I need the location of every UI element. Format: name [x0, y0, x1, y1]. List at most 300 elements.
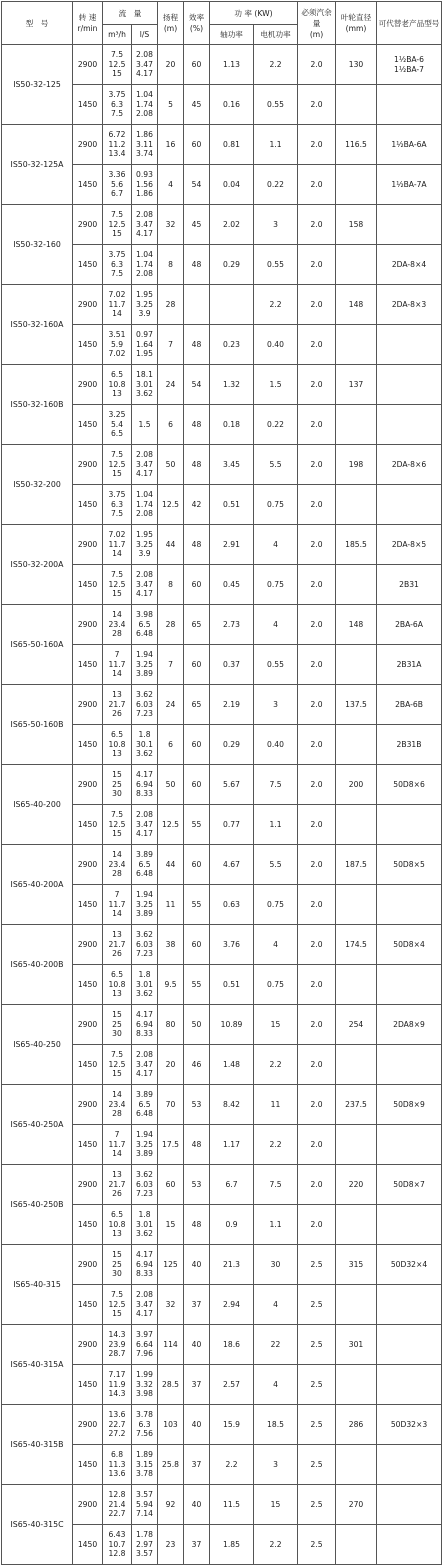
flow-ls-cell-value: 3.25: [136, 899, 153, 909]
flow-m3h-cell-value: 28: [112, 1109, 122, 1119]
flow-ls-cell-value: 8.33: [136, 1269, 153, 1279]
impeller-diameter-cell: [336, 1365, 377, 1405]
flow-ls-cell-value: 1.99: [136, 1369, 153, 1379]
efficiency-cell: 48: [184, 1125, 210, 1165]
flow-m3h-cell-value: 21.7: [108, 1179, 126, 1189]
flow-m3h-cell-value: 13: [112, 1169, 122, 1179]
impeller-diameter-cell: 148: [336, 605, 377, 645]
head-cell: 6: [158, 405, 184, 445]
header-npsh: [298, 2, 336, 45]
flow-ls-cell-value: 3.25: [136, 1139, 153, 1149]
head-cell: 44: [158, 845, 184, 885]
npsh-cell: 2.5: [298, 1325, 336, 1365]
shaft-power-cell: 10.89: [210, 1005, 254, 1045]
model-name: IS50-32-125: [2, 45, 73, 125]
head-cell: 25.8: [158, 1445, 184, 1485]
flow-ls-cell-value: 4.17: [136, 229, 153, 239]
head-cell: 92: [158, 1485, 184, 1525]
model-name: IS65-40-250A: [2, 1085, 73, 1165]
flow-ls-cell-value: 1.94: [136, 1129, 153, 1139]
flow-ls-cell-value: 3.47: [136, 819, 153, 829]
flow-ls-cell-value: 1.95: [136, 529, 153, 539]
impeller-diameter-cell: [336, 405, 377, 445]
flow-ls-cell-value: 3.62: [136, 929, 153, 939]
flow-ls-cell-value: 2.08: [136, 449, 153, 459]
flow-m3h-cell-value: 3.51: [108, 329, 126, 339]
replace-model-cell-value: [377, 220, 441, 230]
npsh-cell: 2.0: [298, 965, 336, 1005]
model-name: IS65-40-200B: [2, 925, 73, 1005]
flow-m3h-cell-value: 23.4: [108, 859, 126, 869]
head-cell: 28: [158, 285, 184, 325]
table-row: [2, 125, 442, 165]
flow-ls-cell-value: 3.62: [136, 989, 153, 999]
flow-m3h-cell-value: 11.7: [108, 1139, 126, 1149]
speed-cell: 2900: [73, 285, 103, 325]
replace-model-cell-value: 50D32×3: [390, 1419, 428, 1429]
speed-cell: 1450: [73, 1125, 103, 1165]
speed-cell: 1450: [73, 1045, 103, 1085]
impeller-diameter-cell: 174.5: [336, 925, 377, 965]
head-cell: 103: [158, 1405, 184, 1445]
replace-model-cell-value: [377, 100, 441, 110]
header-motor-power: 电机功率: [254, 25, 298, 45]
flow-m3h-cell-value: 13: [112, 1229, 122, 1239]
flow-ls-cell-value: 8.33: [136, 1029, 153, 1039]
flow-ls-cell-value: 6.94: [136, 1019, 153, 1029]
efficiency-cell: 60: [184, 45, 210, 85]
npsh-cell: 2.0: [298, 645, 336, 685]
speed-cell: 2900: [73, 1005, 103, 1045]
impeller-diameter-cell: [336, 885, 377, 925]
table-row: [2, 445, 442, 485]
replace-model-cell-value: 2DA-8×4: [391, 259, 427, 269]
impeller-diameter-cell: 158: [336, 205, 377, 245]
replace-model-cell-value: 2B31A: [396, 659, 422, 669]
impeller-diameter-cell: 254: [336, 1005, 377, 1045]
head-cell: 60: [158, 1165, 184, 1205]
flow-m3h-cell-value: 10.8: [108, 379, 126, 389]
shaft-power-cell: 1.48: [210, 1045, 254, 1085]
shaft-power-cell: 2.73: [210, 605, 254, 645]
replace-model-cell: [377, 45, 442, 85]
flow-m3h-cell: [103, 45, 132, 85]
flow-ls-cell-value: 6.48: [136, 1109, 153, 1119]
motor-power-cell: 18.5: [254, 1405, 298, 1445]
replace-model-cell: [377, 725, 442, 765]
flow-ls-cell: [132, 85, 158, 125]
replace-model-cell-value: 50D8×6: [393, 779, 425, 789]
efficiency-cell: 40: [184, 1245, 210, 1285]
flow-ls-cell-value: 1.95: [136, 349, 153, 359]
flow-ls-cell: [132, 1525, 158, 1565]
flow-m3h-cell-value: 12.8: [108, 1489, 126, 1499]
flow-m3h-cell-value: 12.8: [108, 1549, 126, 1559]
flow-ls-cell-value: 0.97: [136, 329, 153, 339]
flow-ls-cell-value: 2.08: [136, 569, 153, 579]
replace-model-cell-value: [377, 1060, 441, 1070]
shaft-power-cell: 2.94: [210, 1285, 254, 1325]
replace-model-cell-value: [377, 900, 441, 910]
table-row: [2, 1165, 442, 1205]
shaft-power-cell: 0.29: [210, 725, 254, 765]
flow-ls-cell-value: 30.1: [136, 739, 153, 749]
flow-m3h-cell: [103, 1165, 132, 1205]
flow-m3h-cell-value: 15: [112, 229, 122, 239]
head-cell: 17.5: [158, 1125, 184, 1165]
replace-model-cell: [377, 645, 442, 685]
head-cell: 7: [158, 325, 184, 365]
head-cell: 7: [158, 645, 184, 685]
flow-m3h-cell: [103, 1325, 132, 1365]
flow-ls-cell-value: 3.89: [136, 1149, 153, 1159]
head-cell: 5: [158, 85, 184, 125]
flow-m3h-cell-value: 11.7: [108, 539, 126, 549]
flow-m3h-cell: [103, 365, 132, 405]
flow-ls-cell-value: 3.57: [136, 1549, 153, 1559]
replace-model-cell: [377, 1045, 442, 1085]
replace-model-cell-value: 2DA8×9: [393, 1019, 425, 1029]
flow-m3h-cell: [103, 925, 132, 965]
flow-ls-cell-value: 1.04: [136, 249, 153, 259]
head-cell: 32: [158, 1285, 184, 1325]
flow-ls-cell-value: 2.08: [136, 49, 153, 59]
table-row: [2, 1245, 442, 1285]
speed-cell: 2900: [73, 1165, 103, 1205]
flow-m3h-cell-value: 12.5: [108, 1059, 126, 1069]
replace-model-cell: [377, 1205, 442, 1245]
header-model: 型 号: [2, 2, 73, 45]
speed-cell: 1450: [73, 1445, 103, 1485]
efficiency-cell: 48: [184, 405, 210, 445]
motor-power-cell: 2.2: [254, 285, 298, 325]
flow-ls-cell: [132, 1165, 158, 1205]
npsh-cell: 2.5: [298, 1365, 336, 1405]
flow-m3h-cell-value: 28.7: [108, 1349, 126, 1359]
model-name: IS65-40-250: [2, 1005, 73, 1085]
flow-m3h-cell-value: 6.72: [108, 129, 126, 139]
flow-ls-cell-value: 2.08: [136, 269, 153, 279]
shaft-power-cell: 3.45: [210, 445, 254, 485]
npsh-cell: 2.0: [298, 685, 336, 725]
flow-m3h-cell: [103, 405, 132, 445]
flow-ls-cell-value: 3.01: [136, 379, 153, 389]
flow-m3h-cell: [103, 1405, 132, 1445]
npsh-cell: 2.0: [298, 845, 336, 885]
efficiency-cell: 60: [184, 845, 210, 885]
replace-model-cell-value: 2DA-8×5: [391, 539, 427, 549]
flow-m3h-cell-value: 10.7: [108, 1539, 126, 1549]
shaft-power-cell: 0.18: [210, 405, 254, 445]
efficiency-cell: 37: [184, 1365, 210, 1405]
flow-m3h-cell: [103, 1525, 132, 1565]
model-name: IS65-50-160B: [2, 685, 73, 765]
shaft-power-cell: 15.9: [210, 1405, 254, 1445]
flow-ls-cell: [132, 925, 158, 965]
flow-m3h-cell-value: 11.3: [108, 1459, 126, 1469]
header-impeller: [336, 2, 377, 45]
flow-m3h-cell-value: 3.75: [108, 489, 126, 499]
flow-m3h-cell: [103, 965, 132, 1005]
flow-m3h-cell: [103, 125, 132, 165]
shaft-power-cell: 0.63: [210, 885, 254, 925]
npsh-cell: 2.0: [298, 725, 336, 765]
head-cell: 24: [158, 365, 184, 405]
flow-ls-cell-value: 7.23: [136, 949, 153, 959]
flow-m3h-cell-value: 25: [112, 1259, 122, 1269]
flow-ls-cell-value: 1.95: [136, 289, 153, 299]
flow-ls-cell-value: 4.17: [136, 589, 153, 599]
flow-m3h-cell-value: 15: [112, 1249, 122, 1259]
shaft-power-cell: 1.17: [210, 1125, 254, 1165]
npsh-cell: 2.0: [298, 45, 336, 85]
impeller-diameter-cell: 185.5: [336, 525, 377, 565]
model-name: IS65-40-315B: [2, 1405, 73, 1485]
flow-m3h-cell-value: 15: [112, 1069, 122, 1079]
replace-model-cell-value: 1½BA-6A: [391, 139, 427, 149]
flow-m3h-cell: [103, 725, 132, 765]
flow-ls-cell-value: 6.64: [136, 1339, 153, 1349]
replace-model-cell: [377, 365, 442, 405]
flow-m3h-cell: [103, 85, 132, 125]
flow-ls-cell-value: 3.9: [138, 549, 151, 559]
replace-model-cell-value: 2DA-8×3: [391, 299, 427, 309]
efficiency-cell: 40: [184, 1325, 210, 1365]
flow-ls-cell-value: 1.56: [136, 179, 153, 189]
flow-m3h-cell-value: 7.5: [110, 109, 124, 119]
flow-m3h-cell: [103, 765, 132, 805]
flow-m3h-cell-value: 14.3: [108, 1389, 126, 1399]
flow-m3h-cell-value: 6.5: [110, 729, 124, 739]
flow-ls-cell-value: 3.62: [136, 689, 153, 699]
header-npsh-unit: (m): [309, 29, 324, 39]
head-cell: 4: [158, 165, 184, 205]
motor-power-cell: 4: [254, 1365, 298, 1405]
motor-power-cell: 15: [254, 1485, 298, 1525]
flow-ls-cell: [132, 845, 158, 885]
pump-spec-table: [1, 1, 442, 1565]
shaft-power-cell: [210, 285, 254, 325]
flow-ls-cell: [132, 965, 158, 1005]
replace-model-cell: [377, 885, 442, 925]
flow-ls-cell: [132, 1485, 158, 1525]
flow-ls-cell-value: 4.17: [136, 1249, 153, 1259]
flow-m3h-cell-value: 12.5: [108, 219, 126, 229]
flow-m3h-cell-value: 26: [112, 949, 122, 959]
flow-ls-cell-value: 5.94: [136, 1499, 153, 1509]
flow-ls-cell-value: 3.25: [136, 299, 153, 309]
flow-ls-cell-value: 3.89: [136, 1089, 153, 1099]
speed-cell: 2900: [73, 1325, 103, 1365]
flow-m3h-cell-value: 7.5: [110, 269, 124, 279]
flow-m3h-cell-value: 26: [112, 709, 122, 719]
flow-ls-cell: [132, 1245, 158, 1285]
impeller-diameter-cell: 286: [336, 1405, 377, 1445]
shaft-power-cell: 0.51: [210, 965, 254, 1005]
replace-model-cell-value: [377, 1220, 441, 1230]
flow-ls-cell: [132, 45, 158, 85]
head-cell: 23: [158, 1525, 184, 1565]
flow-ls-cell: [132, 365, 158, 405]
flow-m3h-cell: [103, 645, 132, 685]
motor-power-cell: 3: [254, 205, 298, 245]
head-cell: 114: [158, 1325, 184, 1365]
npsh-cell: 2.0: [298, 1165, 336, 1205]
flow-m3h-cell-value: 6.7: [110, 189, 124, 199]
flow-ls-cell-value: 3.74: [136, 149, 153, 159]
shaft-power-cell: 0.37: [210, 645, 254, 685]
motor-power-cell: 11: [254, 1085, 298, 1125]
replace-model-cell: [377, 1405, 442, 1445]
flow-ls-cell-value: 1.89: [136, 1449, 153, 1459]
flow-m3h-cell-value: 7: [114, 889, 120, 899]
head-cell: 28: [158, 605, 184, 645]
flow-m3h-cell-value: 15: [112, 1009, 122, 1019]
speed-cell: 1450: [73, 1365, 103, 1405]
flow-ls-cell: [132, 325, 158, 365]
flow-m3h-cell-value: 7.02: [108, 349, 126, 359]
flow-ls-cell-value: 6.03: [136, 1179, 153, 1189]
speed-cell: 1450: [73, 725, 103, 765]
replace-model-cell-value: [377, 1300, 441, 1310]
flow-ls-cell-value: 1.94: [136, 889, 153, 899]
efficiency-cell: 40: [184, 1485, 210, 1525]
impeller-diameter-cell: [336, 645, 377, 685]
flow-m3h-cell-value: 12.5: [108, 1299, 126, 1309]
flow-m3h-cell-value: 14: [112, 549, 122, 559]
flow-m3h-cell-value: 11.7: [108, 299, 126, 309]
speed-cell: 1450: [73, 805, 103, 845]
flow-m3h-cell-value: 7.5: [110, 1289, 124, 1299]
impeller-diameter-cell: [336, 245, 377, 285]
model-name: IS65-40-315: [2, 1245, 73, 1325]
replace-model-cell: [377, 1005, 442, 1045]
flow-ls-cell-value: 3.98: [136, 609, 153, 619]
npsh-cell: 2.0: [298, 405, 336, 445]
efficiency-cell: 55: [184, 805, 210, 845]
shaft-power-cell: 3.76: [210, 925, 254, 965]
efficiency-cell: 42: [184, 485, 210, 525]
efficiency-cell: 54: [184, 165, 210, 205]
speed-cell: 1450: [73, 965, 103, 1005]
flow-m3h-cell: [103, 325, 132, 365]
npsh-cell: 2.0: [298, 245, 336, 285]
impeller-diameter-cell: 315: [336, 1245, 377, 1285]
flow-ls-cell-value: 3.32: [136, 1379, 153, 1389]
model-name: IS50-32-125A: [2, 125, 73, 205]
efficiency-cell: 60: [184, 765, 210, 805]
flow-ls-cell-value: 3.47: [136, 459, 153, 469]
impeller-diameter-cell: [336, 1525, 377, 1565]
flow-ls-cell-value: 3.47: [136, 59, 153, 69]
replace-model-cell: [377, 405, 442, 445]
efficiency-cell: 37: [184, 1285, 210, 1325]
model-name: IS50-32-200: [2, 445, 73, 525]
impeller-diameter-cell: 137: [336, 365, 377, 405]
replace-model-cell: [377, 765, 442, 805]
efficiency-cell: 48: [184, 525, 210, 565]
flow-m3h-cell: [103, 1485, 132, 1525]
table-row: [2, 285, 442, 325]
head-cell: 50: [158, 445, 184, 485]
flow-ls-cell-value: 6.94: [136, 779, 153, 789]
flow-ls-cell: [132, 685, 158, 725]
flow-m3h-cell-value: 15: [112, 469, 122, 479]
flow-ls-cell-value: 0.93: [136, 169, 153, 179]
table-row: [2, 205, 442, 245]
head-cell: 125: [158, 1245, 184, 1285]
flow-ls-cell-value: 3.62: [136, 749, 153, 759]
motor-power-cell: 4: [254, 605, 298, 645]
flow-ls-cell-value: 2.97: [136, 1539, 153, 1549]
speed-cell: 1450: [73, 1205, 103, 1245]
flow-ls-cell: [132, 725, 158, 765]
efficiency-cell: 48: [184, 325, 210, 365]
flow-ls-cell-value: 3.57: [136, 1489, 153, 1499]
head-cell: 11: [158, 885, 184, 925]
flow-m3h-cell-value: 6.5: [110, 429, 124, 439]
impeller-diameter-cell: [336, 1285, 377, 1325]
motor-power-cell: 1.1: [254, 125, 298, 165]
efficiency-cell: 37: [184, 1445, 210, 1485]
flow-m3h-cell-value: 14: [112, 609, 122, 619]
replace-model-cell: [377, 1285, 442, 1325]
model-name: IS50-32-160: [2, 205, 73, 285]
flow-ls-cell: [132, 1005, 158, 1045]
flow-ls-cell-value: 3.89: [136, 849, 153, 859]
npsh-cell: 2.0: [298, 285, 336, 325]
head-cell: 12.5: [158, 805, 184, 845]
motor-power-cell: 0.55: [254, 245, 298, 285]
flow-ls-cell: [132, 1085, 158, 1125]
flow-ls-cell-value: 4.17: [136, 69, 153, 79]
shaft-power-cell: 0.81: [210, 125, 254, 165]
efficiency-cell: 60: [184, 565, 210, 605]
table-row: [2, 845, 442, 885]
flow-m3h-cell-value: 23.9: [108, 1339, 126, 1349]
motor-power-cell: 0.22: [254, 165, 298, 205]
replace-model-cell: [377, 245, 442, 285]
impeller-diameter-cell: 220: [336, 1165, 377, 1205]
flow-ls-cell-value: 1.74: [136, 259, 153, 269]
header-flow: 流 量: [103, 2, 158, 25]
flow-ls-cell-value: 3.62: [136, 389, 153, 399]
efficiency-cell: [184, 285, 210, 325]
flow-ls-cell-value: 1.04: [136, 489, 153, 499]
replace-model-cell-value: [377, 1380, 441, 1390]
head-cell: 16: [158, 125, 184, 165]
flow-m3h-cell-value: 3.25: [108, 409, 126, 419]
flow-ls-cell-value: 1.86: [136, 189, 153, 199]
flow-m3h-cell-value: 14: [112, 1089, 122, 1099]
shaft-power-cell: 2.02: [210, 205, 254, 245]
flow-ls-cell-value: 3.47: [136, 1059, 153, 1069]
model-name: IS50-32-160B: [2, 365, 73, 445]
flow-ls-cell-value: 7.23: [136, 1189, 153, 1199]
flow-m3h-cell-value: 6.43: [108, 1529, 126, 1539]
table-header: [2, 2, 442, 45]
motor-power-cell: 22: [254, 1325, 298, 1365]
flow-ls-cell: [132, 645, 158, 685]
header-shaft-power: 轴功率: [210, 25, 254, 45]
flow-m3h-cell-value: 12.5: [108, 819, 126, 829]
motor-power-cell: 15: [254, 1005, 298, 1045]
impeller-diameter-cell: 198: [336, 445, 377, 485]
speed-cell: 2900: [73, 1245, 103, 1285]
header-speed: [73, 2, 103, 45]
flow-ls-cell: [132, 1325, 158, 1365]
flow-ls-cell-value: 3.98: [136, 1389, 153, 1399]
